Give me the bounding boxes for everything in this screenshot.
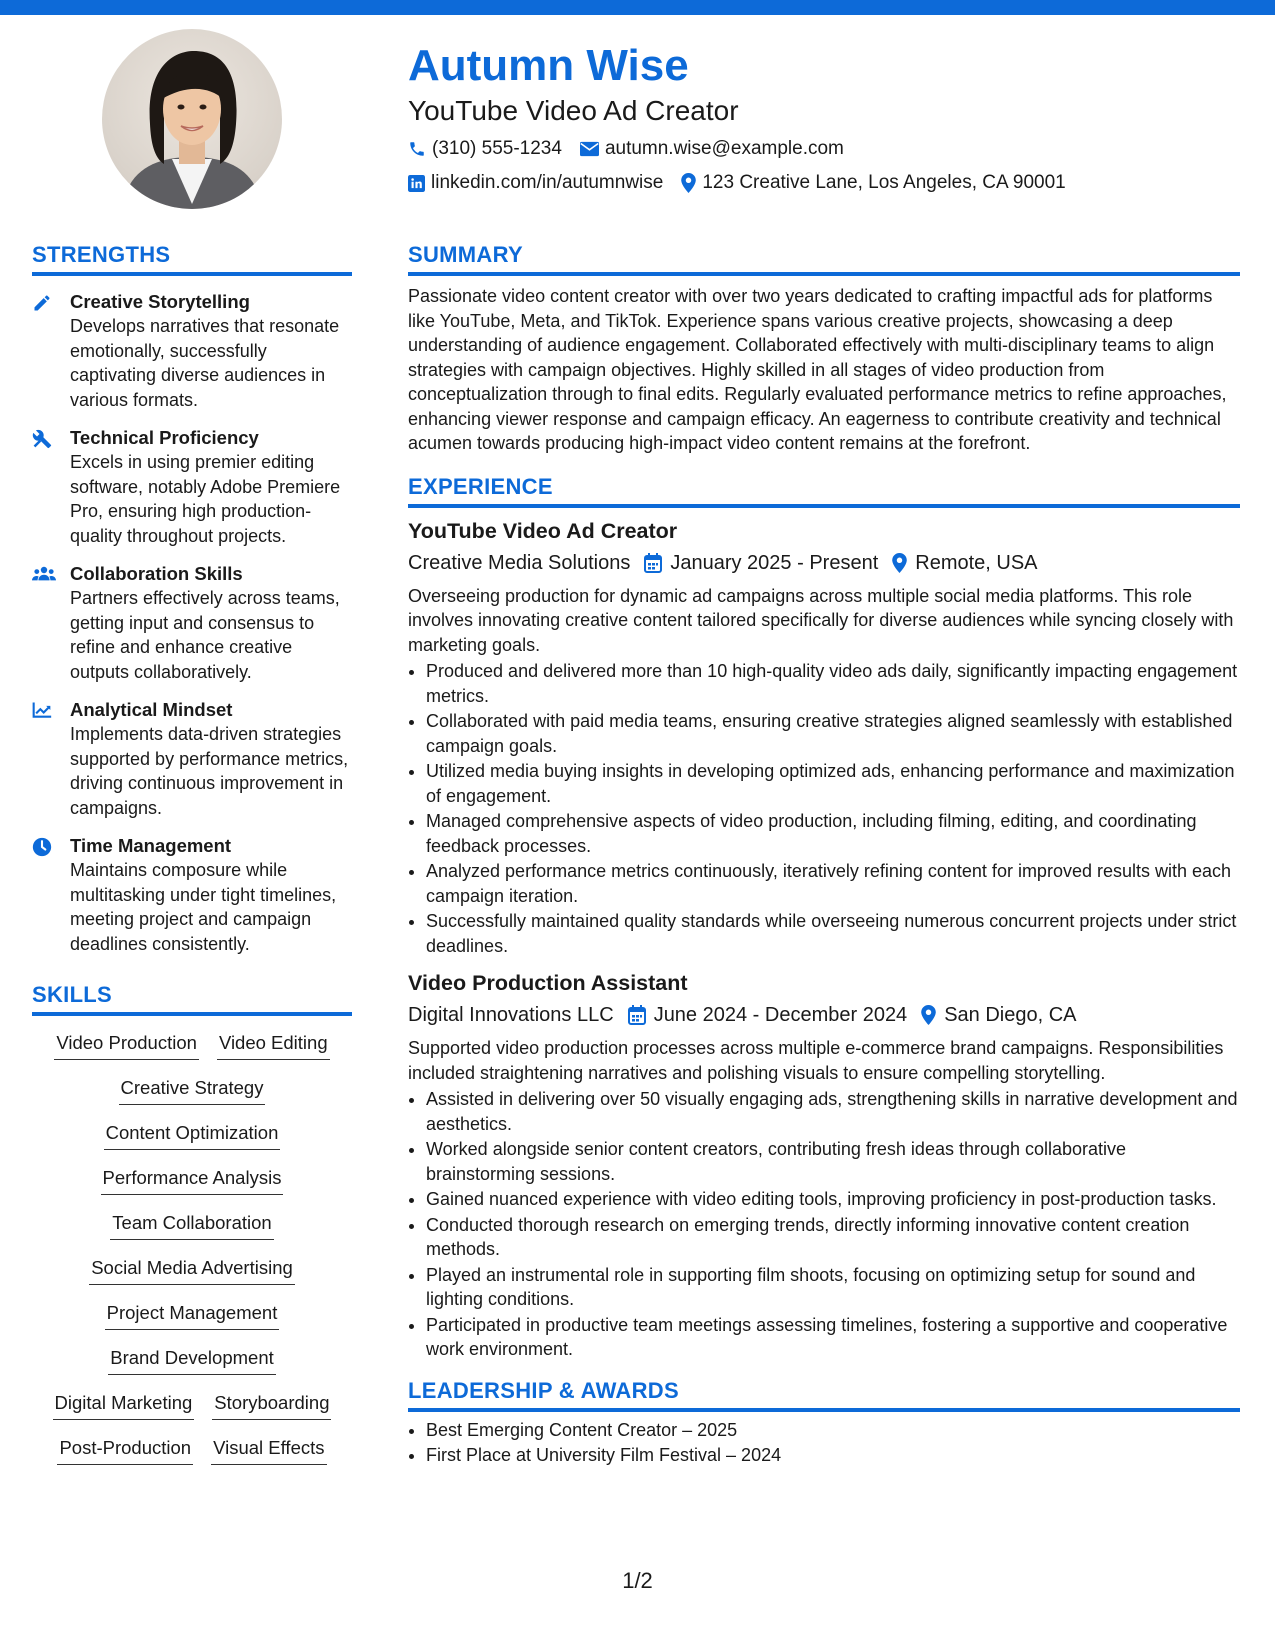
phone-text: (310) 555-1234 [432,138,562,159]
bullet-item: • Played an instrumental role in supporting film shoots, focusing on optimizing setup for sound and lighting conditions. [426,1263,1240,1312]
map-pin-icon [892,553,907,573]
pencil-icon [32,290,56,412]
bullet-item: • Gained nuanced experience with video editing tools, improving proficiency in post-production tasks. [426,1187,1240,1212]
job-location [892,548,1037,578]
page-number: 1/2 [622,1568,653,1593]
skill-tag: Video Production [54,1030,199,1060]
job-bullets [408,1087,1240,1362]
awards-list [408,1418,1240,1468]
job-bullets [408,659,1240,958]
strength-item [32,290,352,412]
bullet-item: • Analyzed performance metrics continuously, iteratively refining content for improved results with each campaign iteration. [426,859,1240,908]
skill-tag: Content Optimization [104,1120,281,1150]
contact-phone[interactable] [408,136,562,162]
strength-item [32,562,352,684]
avatar-illustration [102,29,282,209]
skill-tag: Brand Development [108,1345,276,1375]
strength-title: Analytical Mindset [70,699,233,720]
dates-text: June 2024 - December 2024 [653,1004,908,1026]
resume-header [408,40,1228,196]
experience-section [408,472,1240,1362]
job-dates [644,548,878,578]
profile-photo [102,29,282,209]
email-text: autumn.wise@example.com [604,138,844,159]
phone-icon [408,140,426,158]
job-description: Supported video production processes across multiple e-commerce brand campaigns. Responsibilities included straightening narratives and polishing visuals to ensure compelling storytelling. [408,1038,1224,1083]
summary-text: Passionate video content creator with over two years dedicated to crafting impactful ads for platforms like YouTube, Meta, and TikTok. Experience spans various creative projects, showcasing a deep understanding of audience engagement. Collaborated effectively with multi-disciplinary teams to align strategies with campaign objectives. Highly skilled in all stages of video production from conceptualization through to final edits. Regularly evaluated performance metrics to refine approaches, enhancing viewer response and campaign efficacy. An eagerness to contribute creativity and technical acumen towards producing high-impact video content remains at the forefront. [408,286,1227,453]
award-item: • First Place at University Film Festival – 2024 [426,1443,1240,1468]
left-column [32,240,352,1480]
linkedin-icon [408,175,425,192]
tools-icon [32,426,56,548]
skill-row [110,1210,273,1255]
skill-tag: Creative Strategy [119,1075,266,1105]
job-meta [408,1000,1240,1030]
strength-desc: Partners effectively across teams, getting input and consensus to refine and enhance creative outputs collaboratively. [70,588,340,682]
experience-heading: EXPERIENCE [408,472,1240,508]
skill-tag: Video Editing [217,1030,330,1060]
job-location [921,1000,1076,1030]
bullet-item: • Worked alongside senior content creators, contributing fresh ideas through collaborative brainstorming sessions. [426,1137,1240,1186]
contact-row-2 [408,170,1228,196]
awards-section [408,1376,1240,1468]
chart-line-icon [32,698,56,820]
skill-tag: Social Media Advertising [89,1255,295,1285]
bullet-item: • Produced and delivered more than 10 high-quality video ads daily, significantly impacting engagement metrics. [426,659,1240,708]
skill-tag: Project Management [105,1300,280,1330]
candidate-name: Autumn Wise [408,41,689,90]
bullet-item: • Successfully maintained quality standards while overseeing numerous concurrent projects under strict deadlines. [426,909,1240,958]
skill-row [105,1300,280,1345]
skill-row [101,1165,284,1210]
bullet-item: • Collaborated with paid media teams, ensuring creative strategies aligned seamlessly with established campaign goals. [426,709,1240,758]
skill-row [104,1120,281,1165]
users-icon [32,562,56,684]
skill-tag: Performance Analysis [101,1165,284,1195]
company-text: Digital Innovations LLC [408,1004,614,1026]
awards-heading: LEADERSHIP & AWARDS [408,1376,1240,1412]
map-pin-icon [681,173,696,193]
contact-linkedin[interactable] [408,170,663,196]
strength-desc: Develops narratives that resonate emotionally, successfully captivating diverse audiences in various formats. [70,316,340,410]
strength-desc: Implements data-driven strategies supported by performance metrics, driving continuous improvement in campaigns. [70,724,349,818]
dates-text: January 2025 - Present [670,551,879,574]
job-title: Video Production Assistant [408,971,688,995]
calendar-icon [644,553,662,573]
company-text: Creative Media Solutions [408,551,631,574]
strength-title: Creative Storytelling [70,291,250,312]
bullet-item: • Utilized media buying insights in developing optimized ads, enhancing performance and maximization of engagement. [426,759,1240,808]
skill-tag: Digital Marketing [53,1390,195,1420]
strength-item [32,426,352,548]
contact-row-1 [408,136,1228,162]
strength-desc: Maintains composure while multitasking under tight timelines, meeting project and campaign deadlines consistently. [70,860,337,954]
summary-heading: SUMMARY [408,240,1240,276]
skill-row [54,1030,329,1075]
skill-row [53,1390,332,1435]
envelope-icon [580,141,599,157]
top-accent-bar [0,0,1275,15]
location-text: Remote, USA [915,551,1038,574]
skill-row [57,1435,326,1480]
contact-address [681,170,1065,196]
job-company [408,548,630,578]
address-text: 123 Creative Lane, Los Angeles, CA 90001 [702,172,1066,193]
calendar-icon [628,1005,646,1025]
skill-tag: Storyboarding [212,1390,331,1420]
skill-tag: Team Collaboration [110,1210,273,1240]
strength-item [32,834,352,956]
map-pin-icon [921,1005,936,1025]
strength-item [32,698,352,820]
contact-email[interactable] [580,136,844,162]
job-meta [408,548,1240,578]
strength-title: Time Management [70,835,232,856]
skills-list [32,1030,352,1480]
right-column [408,240,1240,1469]
skill-tag: Post-Production [57,1435,193,1465]
skill-tag: Visual Effects [211,1435,326,1465]
bullet-item: • Conducted thorough research on emerging trends, directly informing innovative content creation methods. [426,1213,1240,1262]
strength-title: Collaboration Skills [70,563,243,584]
skill-row [108,1345,276,1390]
candidate-title: YouTube Video Ad Creator [408,95,739,126]
skill-row [119,1075,266,1120]
strength-title: Technical Proficiency [70,427,259,448]
job-description: Overseeing production for dynamic ad campaigns across multiple social media platforms. This role involves innovating creative content tailored specifically for diverse audiences while syncing closely with marketing goals. [408,585,1234,655]
bullet-item: • Managed comprehensive aspects of video production, including filming, editing, and coordinating feedback processes. [426,809,1240,858]
job-entry [408,516,1240,959]
linkedin-text: linkedin.com/in/autumnwise [431,172,664,193]
strength-desc: Excels in using premier editing software, notably Adobe Premiere Pro, ensuring high production-quality throughout projects. [70,452,341,546]
clock-icon [32,834,56,956]
award-item: • Best Emerging Content Creator – 2025 [426,1418,1240,1443]
bullet-item: • Participated in productive team meetings assessing timelines, fostering a supportive and cooperative work environment. [426,1313,1240,1362]
job-entry [408,968,1240,1362]
skill-row [89,1255,295,1300]
job-company [408,1000,614,1030]
location-text: San Diego, CA [944,1004,1077,1026]
job-dates [628,1000,908,1030]
job-title: YouTube Video Ad Creator [408,518,678,543]
skills-heading: SKILLS [32,980,352,1016]
strengths-heading: STRENGTHS [32,240,352,276]
bullet-item: • Assisted in delivering over 50 visually engaging ads, strengthening skills in narrative development and aesthetics. [426,1087,1240,1136]
